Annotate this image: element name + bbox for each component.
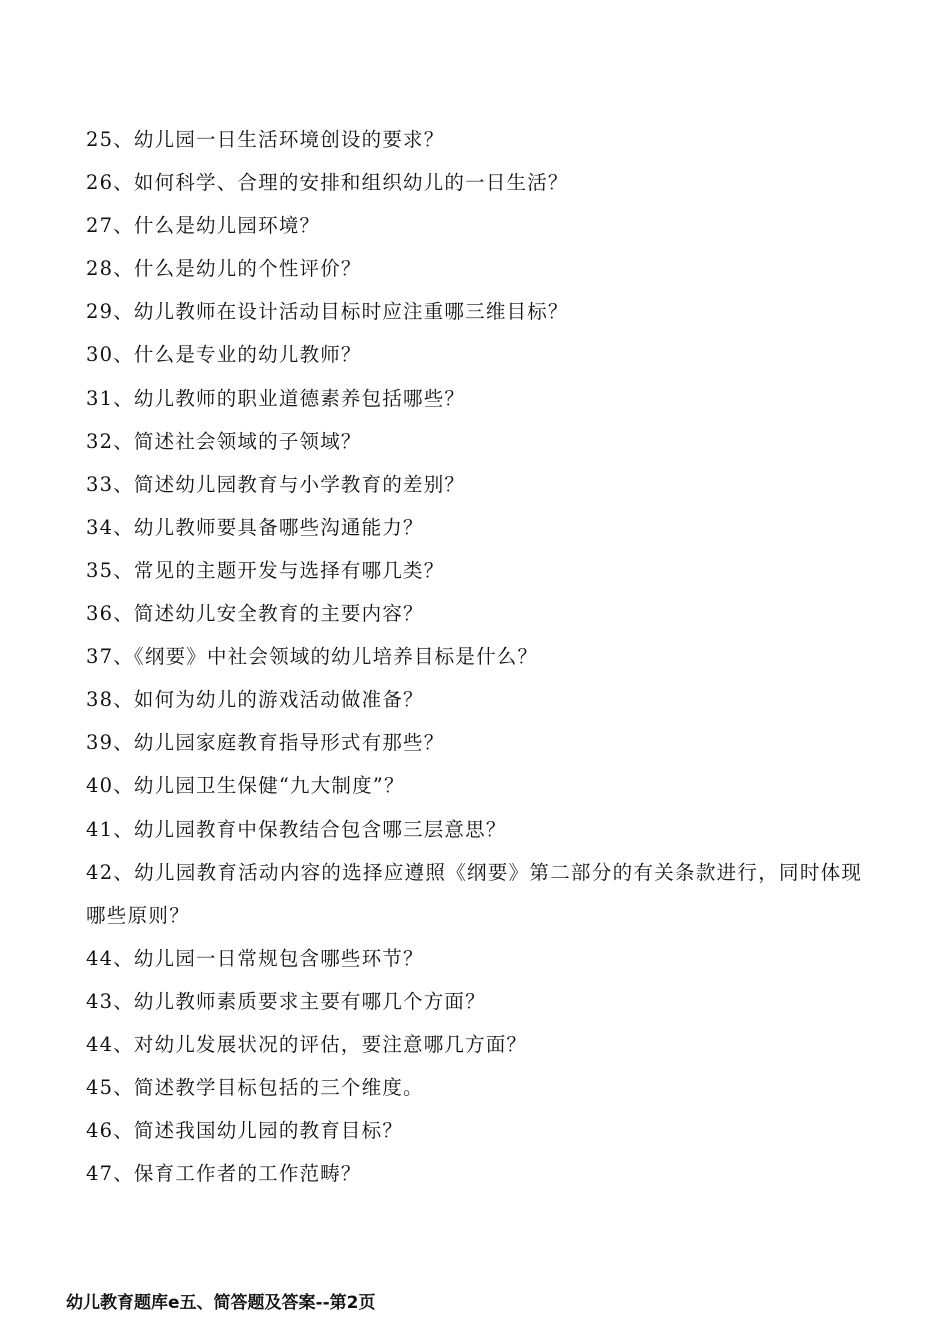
question-item: 43、幼儿教师素质要求主要有哪几个方面？ xyxy=(86,989,486,1013)
question-item: 32、简述社会领域的子领域？ xyxy=(86,429,362,453)
question-item: 46、简述我国幼儿园的教育目标？ xyxy=(86,1119,404,1143)
question-item: 31、幼儿教师的职业道德素养包括哪些？ xyxy=(86,386,466,410)
page-footer: 幼儿教育题库e五、简答题及答案--第2页 xyxy=(66,1293,376,1313)
question-item: 34、幼儿教师要具备哪些沟通能力？ xyxy=(86,515,424,539)
question-item: 30、什么是专业的幼儿教师？ xyxy=(86,343,362,367)
question-list xyxy=(86,118,876,1195)
question-item: 26、如何科学、合理的安排和组织幼儿的一日生活？ xyxy=(86,171,569,195)
question-item: 45、简述教学目标包括的三个维度。 xyxy=(86,1076,424,1100)
question-item: 44、对幼儿发展状况的评估，要注意哪几方面？ xyxy=(86,1032,528,1056)
question-item: 27、什么是幼儿园环境？ xyxy=(86,214,321,238)
question-item: 47、保育工作者的工作范畴？ xyxy=(86,1162,362,1186)
question-item: 29、幼儿教师在设计活动目标时应注重哪三维目标？ xyxy=(86,300,569,324)
question-item: 25、幼儿园一日生活环境创设的要求？ xyxy=(86,128,445,151)
question-item: 36、简述幼儿安全教育的主要内容？ xyxy=(86,602,424,626)
question-item: 44、幼儿园一日常规包含哪些环节？ xyxy=(86,946,424,970)
question-item: 33、简述幼儿园教育与小学教育的差别？ xyxy=(86,472,466,496)
question-item: 39、幼儿园家庭教育指导形式有那些？ xyxy=(86,731,445,755)
question-item: 41、幼儿园教育中保教结合包含哪三层意思？ xyxy=(86,817,507,841)
question-item: 28、什么是幼儿的个性评价？ xyxy=(86,257,362,281)
question-item: 42、幼儿园教育活动内容的选择应遵照《纲要》第二部分的有关条款进行，同时体现哪些原则？ xyxy=(86,860,863,927)
question-item: 35、常见的主题开发与选择有哪几类？ xyxy=(86,558,445,582)
question-item: 37、《纲要》中社会领域的幼儿培养目标是什么？ xyxy=(86,645,539,669)
question-item: 40、幼儿园卫生保健“九大制度”？ xyxy=(86,774,405,798)
question-item: 38、如何为幼儿的游戏活动做准备？ xyxy=(86,688,424,712)
